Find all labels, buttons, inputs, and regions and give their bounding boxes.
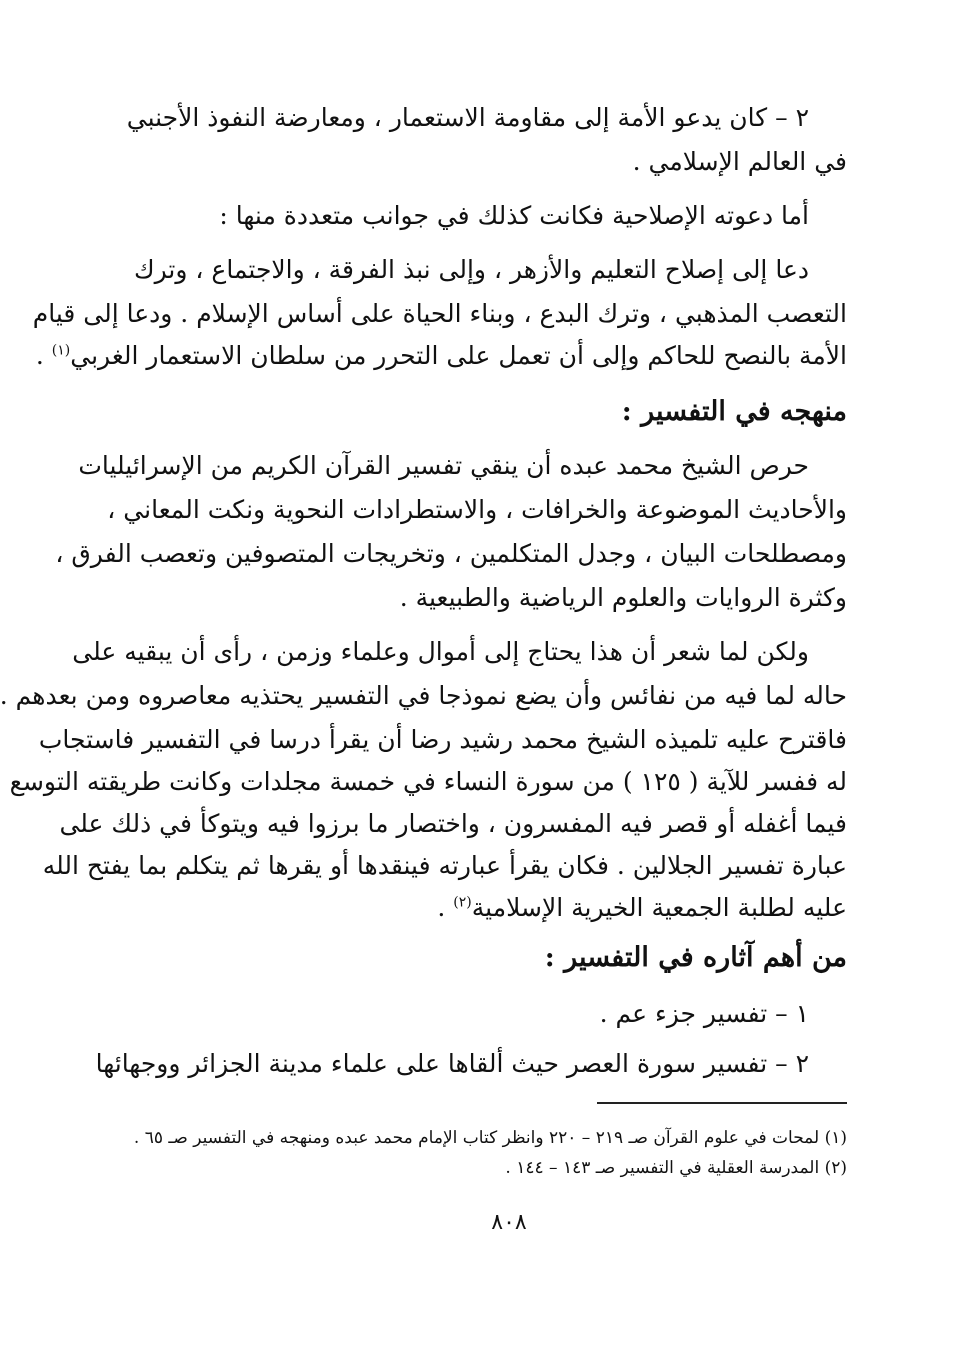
text-line — [78, 446, 847, 486]
text-line — [126, 98, 847, 138]
line-text: عليه لطلبة الجمعية الخيرية الإسلامية — [471, 893, 847, 922]
text-line — [171, 888, 847, 928]
line-tail: . — [437, 893, 454, 922]
line-text: فاقترح عليه تلميذه الشيخ محمد رشيد رضا أن يقرأ درسا في التفسير فاستجاب — [38, 725, 847, 754]
footnote-1: (١) لمحات في علوم القرآن صـ ٢١٩ – ٢٢٠ وانظر كتاب الإمام محمد عبده ومنهجه في التفسير صـ ٦٥ . — [133, 1128, 847, 1148]
text-line — [35, 336, 847, 376]
line-text: والأحاديث الموضوعة والخرافات ، والاستطرادات النحوية ونكت المعاني ، — [107, 495, 847, 524]
text-line — [0, 676, 847, 716]
footnote-marker[interactable]: (٢) — [453, 894, 472, 911]
text-line — [171, 994, 847, 1034]
line-text: عبارة تفسير الجلالين . فكان يقرأ عبارته فينقدها أو يقرها ثم يتكلم بما يفتح الله — [42, 851, 847, 880]
line-text: حاله لما فيه من نفائس وأن يضع نموذجا في التفسير يحتذيه معاصروه ومن بعدهم . — [0, 681, 847, 710]
line-text: ٢ – تفسير سورة العصر حيث ألقاها على علماء مدينة الجزائر ووجهائها — [95, 1049, 809, 1078]
footnote-marker[interactable]: (١) — [51, 342, 71, 359]
text-line — [9, 762, 847, 802]
text-line — [59, 804, 847, 844]
footnote-separator — [597, 1102, 847, 1104]
line-text: الأمة بالنصح للحاكم وإلى أن تعمل على التحرر من سلطان الاستعمار الغربي — [70, 341, 847, 370]
line-text: ومصطلحات البيان ، وجدل المتكلمين ، وتخريجات المتصوفين وتعصب الفرق ، — [55, 539, 847, 568]
line-text: في العالم الإسلامي . — [632, 147, 847, 176]
line-text: حرص الشيخ محمد عبده أن ينقي تفسير القرآن الكريم من الإسرائيليات — [78, 451, 809, 480]
text-line — [72, 632, 847, 672]
text-line — [38, 720, 847, 760]
line-text: ولكن لما شعر أن هذا يحتاج إلى أموال وعلماء وزمن ، رأى أن يبقيه على — [72, 637, 809, 666]
text-line — [107, 490, 847, 530]
line-tail: . — [35, 341, 52, 370]
footnote-2: (٢) المدرسة العقلية في التفسير صـ ١٤٣ – ١٤٤ . — [505, 1158, 847, 1178]
text-line — [42, 846, 847, 886]
text-line — [32, 294, 847, 334]
text-line — [134, 250, 847, 290]
section-heading-works: من أهم آثاره في التفسير : — [544, 942, 847, 973]
line-text: وكثرة الروايات والعلوم الرياضية والطبيعية . — [399, 583, 847, 612]
line-text: ٢ – كان يدعو الأمة إلى مقاومة الاستعمار ، ومعارضة النفوذ الأجنبي — [126, 103, 809, 132]
text-line — [95, 1044, 847, 1084]
line-text: أما دعوته الإصلاحية فكانت كذلك في جوانب متعددة منها : — [219, 201, 809, 230]
line-text: له ففسر للآية ( ١٢٥ ) من سورة النساء في خمسة مجلدات وكانت طريقته التوسع — [9, 767, 847, 796]
line-text: ١ – تفسير جزء عم . — [599, 999, 809, 1028]
text-line — [171, 142, 847, 182]
line-text: فيما أغفله أو قصر فيه المفسرون ، واختصار ما برزوا فيه ويتوكأ في ذلك على — [59, 809, 847, 838]
page-number: ٨٠٨ — [491, 1210, 527, 1235]
text-line — [55, 534, 847, 574]
section-heading-method: منهجه في التفسير : — [621, 396, 847, 427]
line-text: دعا إلى إصلاح التعليم والأزهر ، وإلى نبذ الفرقة ، والاجتماع ، وترك — [134, 255, 809, 284]
line-text: التعصب المذهبي ، وترك البدع ، وبناء الحياة على أساس الإسلام . ودعا إلى قيام — [32, 299, 847, 328]
text-line — [171, 196, 847, 236]
text-line — [171, 578, 847, 618]
